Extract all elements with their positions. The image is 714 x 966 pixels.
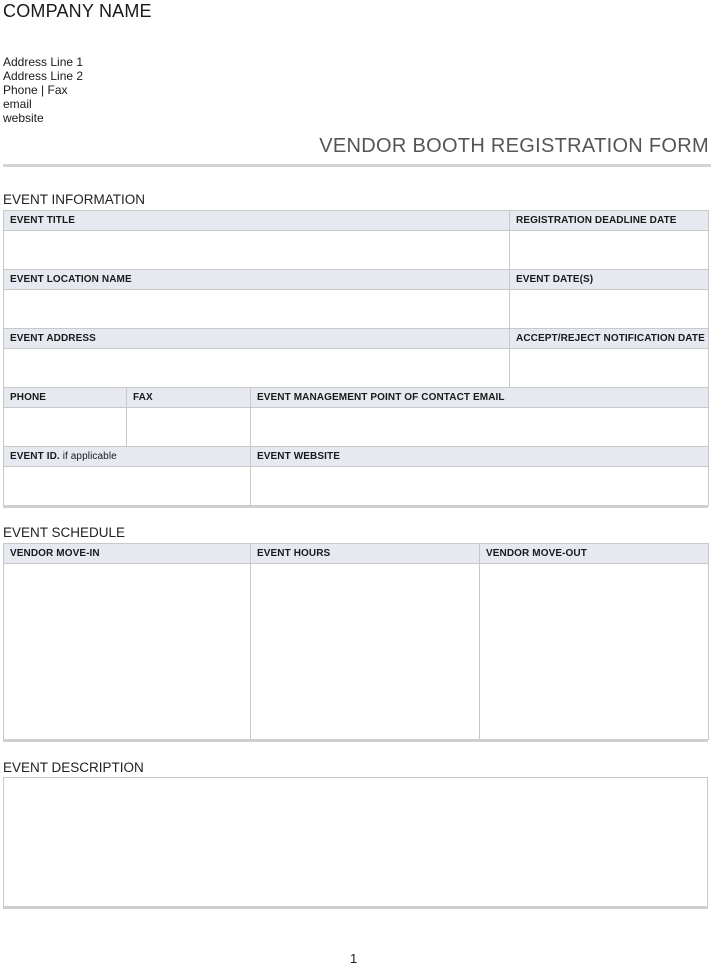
notification-date-field[interactable] <box>510 349 709 388</box>
event-schedule-heading: EVENT SCHEDULE <box>3 525 126 540</box>
event-website-field[interactable] <box>251 467 709 506</box>
event-website-label: EVENT WEBSITE <box>251 447 709 467</box>
vendor-move-in-field[interactable] <box>4 564 251 740</box>
event-id-label-text: EVENT ID. <box>10 451 60 462</box>
event-title-field[interactable] <box>4 231 510 270</box>
address-block <box>3 55 83 125</box>
event-title-label: EVENT TITLE <box>4 211 510 231</box>
event-schedule-bottom-rule <box>3 739 708 742</box>
event-location-field[interactable] <box>4 290 510 329</box>
fax-label: FAX <box>127 388 251 408</box>
address-line-1: Address Line 1 <box>3 55 84 69</box>
event-dates-label: EVENT DATE(S) <box>510 270 709 290</box>
page-number: 1 <box>350 951 358 966</box>
event-id-note: if applicable <box>62 451 117 462</box>
notification-date-label: ACCEPT/REJECT NOTIFICATION DATE <box>510 329 709 349</box>
event-hours-label: EVENT HOURS <box>251 544 480 564</box>
phone-fax: Phone | Fax <box>3 83 68 97</box>
address-line-2: Address Line 2 <box>3 69 84 83</box>
event-description-heading: EVENT DESCRIPTION <box>3 760 144 775</box>
event-id-field[interactable] <box>4 467 251 506</box>
event-address-field[interactable] <box>4 349 510 388</box>
email-text: email <box>3 97 32 111</box>
vendor-move-in-label: VENDOR MOVE-IN <box>4 544 251 564</box>
event-information-bottom-rule <box>3 505 708 508</box>
event-description-field[interactable] <box>3 777 708 908</box>
poc-email-field[interactable] <box>251 408 709 447</box>
event-information-table <box>3 210 709 506</box>
vendor-move-out-label: VENDOR MOVE-OUT <box>480 544 709 564</box>
event-dates-field[interactable] <box>510 290 709 329</box>
event-schedule-table <box>3 543 709 740</box>
phone-field[interactable] <box>4 408 127 447</box>
registration-deadline-label: REGISTRATION DEADLINE DATE <box>510 211 709 231</box>
poc-email-label: EVENT MANAGEMENT POINT OF CONTACT EMAIL <box>251 388 709 408</box>
event-hours-field[interactable] <box>251 564 480 740</box>
title-divider <box>3 164 711 167</box>
phone-label: PHONE <box>4 388 127 408</box>
event-id-label <box>4 447 251 467</box>
fax-field[interactable] <box>127 408 251 447</box>
company-name: COMPANY NAME <box>3 1 152 21</box>
event-information-heading: EVENT INFORMATION <box>3 192 146 207</box>
form-title: VENDOR BOOTH REGISTRATION FORM <box>319 135 709 157</box>
event-description-bottom-rule <box>3 906 708 909</box>
website-text: website <box>3 111 44 125</box>
vendor-move-out-field[interactable] <box>480 564 709 740</box>
event-location-label: EVENT LOCATION NAME <box>4 270 510 290</box>
event-address-label: EVENT ADDRESS <box>4 329 510 349</box>
registration-deadline-field[interactable] <box>510 231 709 270</box>
